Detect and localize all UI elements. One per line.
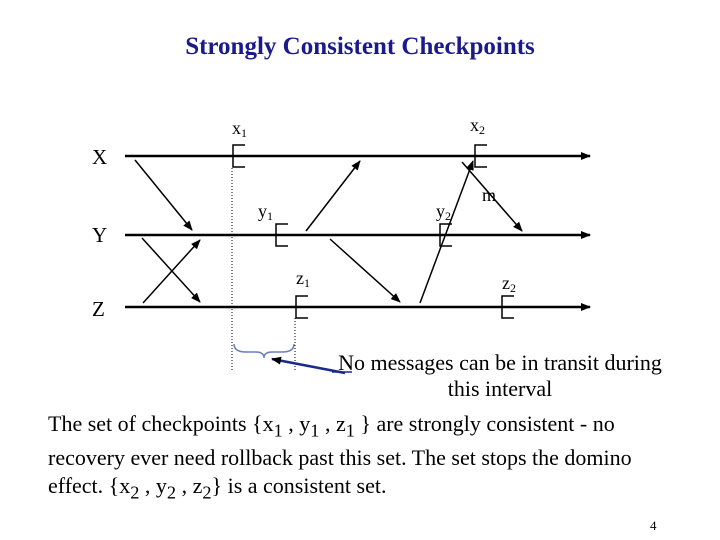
checkpoint-x2-label: $x_2$ xyxy=(470,115,485,137)
slide-title: Strongly Consistent Checkpoints xyxy=(185,33,535,60)
checkpoint-y2-label: $y_2$ xyxy=(436,201,451,223)
message-y-to-z-1 xyxy=(142,238,200,302)
message-m-label: m xyxy=(482,185,497,205)
checkpoint-z2-label: $z_2$ xyxy=(502,273,516,295)
interval-note xyxy=(300,350,700,402)
checkpoint-x1-label: $x_1$ xyxy=(232,118,247,140)
checkpoint-y1-label: $y_1$ xyxy=(258,201,273,223)
process-y-label: Y xyxy=(92,223,108,247)
interval-note-line-1: No messages can be in transit during xyxy=(338,350,662,375)
interval-brace xyxy=(234,344,294,358)
process-x-label: X xyxy=(92,145,108,169)
page-number: 4 xyxy=(650,518,657,533)
message-x-to-y-1 xyxy=(135,160,192,230)
message-y-to-z-2 xyxy=(330,239,400,302)
checkpoint-z1-label: $z_1$ xyxy=(296,268,310,290)
process-z-label: Z xyxy=(92,297,105,321)
message-z-to-x xyxy=(420,161,473,303)
body-paragraph: The set of checkpoints {$x_1$ , $y_1$ , $z_1$ } are strongly consistent - no recovery ever need rollback past this set. The set stops the domino effect. {$x_2$ , $y_2$ , $z_2$} is a consistent set. xyxy=(48,411,632,503)
message-y-to-x-1 xyxy=(306,161,360,231)
interval-note-line-2: this interval xyxy=(447,376,553,401)
